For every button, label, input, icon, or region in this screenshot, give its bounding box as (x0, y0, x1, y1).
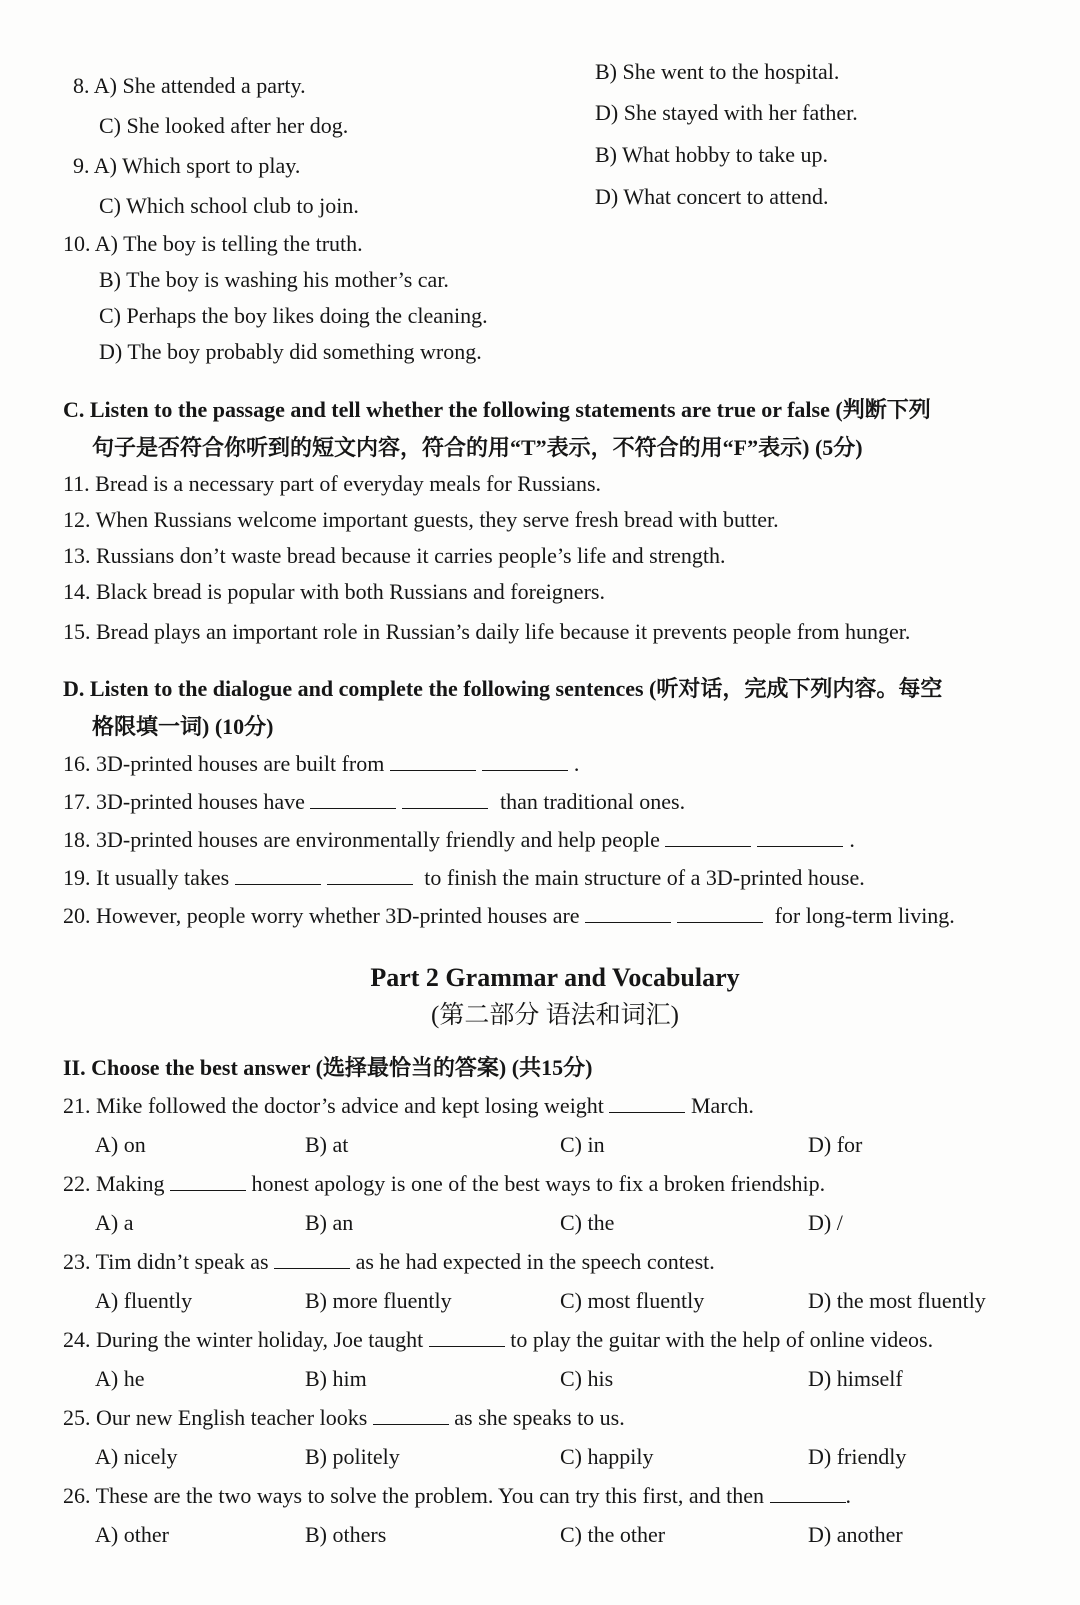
answer-blank[interactable] (770, 1482, 846, 1503)
q24-option-d[interactable]: D) himself (808, 1366, 903, 1391)
q23-option-d[interactable]: D) the most fluently (808, 1288, 986, 1313)
q26-option-c[interactable]: C) the other (560, 1522, 666, 1547)
answer-blank[interactable] (235, 864, 321, 885)
q23-option-b[interactable]: B) more fluently (305, 1288, 452, 1313)
answer-blank[interactable] (757, 826, 843, 847)
q23-option-a[interactable]: A) fluently (95, 1288, 193, 1313)
answer-blank[interactable] (402, 788, 488, 809)
q9-option-b: B) What hobby to take up. (595, 142, 828, 167)
q26-option-a[interactable]: A) other (95, 1522, 169, 1547)
answer-blank[interactable] (482, 750, 568, 771)
answer-blank[interactable] (170, 1170, 246, 1191)
answer-blank[interactable] (429, 1326, 505, 1347)
section-d-instruction-1: D. Listen to the dialogue and complete the following sentences (听对话，完成下列内容。每空 (63, 676, 943, 701)
answer-blank[interactable] (310, 788, 396, 809)
answer-blank[interactable] (665, 826, 751, 847)
answer-blank[interactable] (390, 750, 476, 771)
q9-option-c: C) Which school club to join. (99, 193, 359, 218)
fill-in-17: 17. 3D-printed houses have than traditional ones. (63, 789, 686, 814)
q10-option-b: B) The boy is washing his mother’s car. (99, 267, 449, 292)
q21-option-b[interactable]: B) at (305, 1132, 349, 1157)
question-21: 21. Mike followed the doctor’s advice and kept losing weight March. (63, 1093, 754, 1118)
section-d-instruction-2: 格限填一词) (10分) (92, 714, 274, 739)
answer-blank[interactable] (327, 864, 413, 885)
fill-in-18: 18. 3D-printed houses are environmentally friendly and help people . (63, 827, 855, 852)
q24-option-a[interactable]: A) he (95, 1366, 145, 1391)
q24-option-b[interactable]: B) him (305, 1366, 367, 1391)
answer-blank[interactable] (609, 1092, 685, 1113)
question-26: 26. These are the two ways to solve the problem. You can try this first, and then . (63, 1483, 852, 1508)
q22-option-c[interactable]: C) the (560, 1210, 615, 1235)
statement-11: 11. Bread is a necessary part of everyday meals for Russians. (63, 471, 602, 496)
q21-option-d[interactable]: D) for (808, 1132, 863, 1157)
question-22: 22. Making honest apology is one of the best ways to fix a broken friendship. (63, 1171, 826, 1196)
q10-option-c: C) Perhaps the boy likes doing the cleaning. (99, 303, 488, 328)
q22-option-b[interactable]: B) an (305, 1210, 354, 1235)
answer-blank[interactable] (585, 902, 671, 923)
section-c-instruction-1: C. Listen to the passage and tell whether the following statements are true or false (判断下列 (63, 397, 931, 422)
q24-option-c[interactable]: C) his (560, 1366, 614, 1391)
question-23: 23. Tim didn’t speak as as he had expected in the speech contest. (63, 1249, 715, 1274)
answer-blank[interactable] (677, 902, 763, 923)
q25-option-a[interactable]: A) nicely (95, 1444, 178, 1469)
section-c-instruction-2: 句子是否符合你听到的短文内容，符合的用“T”表示，不符合的用“F”表示) (5分) (92, 435, 863, 460)
q8-option-c: C) She looked after her dog. (99, 113, 349, 138)
fill-in-20: 20. However, people worry whether 3D-printed houses are for long-term living. (63, 903, 955, 928)
q21-option-c[interactable]: C) in (560, 1132, 605, 1157)
q8-option-a: 8. A) She attended a party. (73, 73, 306, 98)
q26-option-d[interactable]: D) another (808, 1522, 903, 1547)
q21-option-a[interactable]: A) on (95, 1132, 146, 1157)
q25-option-d[interactable]: D) friendly (808, 1444, 907, 1469)
q10-option-a: 10. A) The boy is telling the truth. (63, 231, 363, 256)
q9-option-d: D) What concert to attend. (595, 184, 829, 209)
q8-option-b: B) She went to the hospital. (595, 59, 840, 84)
question-25: 25. Our new English teacher looks as she speaks to us. (63, 1405, 625, 1430)
question-24: 24. During the winter holiday, Joe taught to play the guitar with the help of online videos. (63, 1327, 934, 1352)
part-2-subtitle: (第二部分 语法和词汇) (431, 1002, 679, 1029)
statement-13: 13. Russians don’t waste bread because it carries people’s life and strength. (63, 543, 726, 568)
answer-blank[interactable] (274, 1248, 350, 1269)
fill-in-16: 16. 3D-printed houses are built from . (63, 751, 580, 776)
q22-option-a[interactable]: A) a (95, 1210, 134, 1235)
section-ii-instruction: II. Choose the best answer (选择最恰当的答案) (共15分) (63, 1055, 593, 1080)
q10-option-d: D) The boy probably did something wrong. (99, 339, 482, 364)
q25-option-b[interactable]: B) politely (305, 1444, 400, 1469)
answer-blank[interactable] (373, 1404, 449, 1425)
statement-14: 14. Black bread is popular with both Russians and foreigners. (63, 579, 605, 604)
q25-option-c[interactable]: C) happily (560, 1444, 654, 1469)
statement-12: 12. When Russians welcome important guests, they serve fresh bread with butter. (63, 507, 779, 532)
q8-option-d: D) She stayed with her father. (595, 100, 858, 125)
q9-option-a: 9. A) Which sport to play. (73, 153, 301, 178)
fill-in-19: 19. It usually takes to finish the main structure of a 3D-printed house. (63, 865, 865, 890)
statement-15: 15. Bread plays an important role in Russian’s daily life because it prevents people from hunger. (63, 619, 911, 644)
part-2-title: Part 2 Grammar and Vocabulary (370, 963, 740, 992)
q22-option-d[interactable]: D) / (808, 1210, 843, 1235)
q23-option-c[interactable]: C) most fluently (560, 1288, 705, 1313)
q26-option-b[interactable]: B) others (305, 1522, 387, 1547)
